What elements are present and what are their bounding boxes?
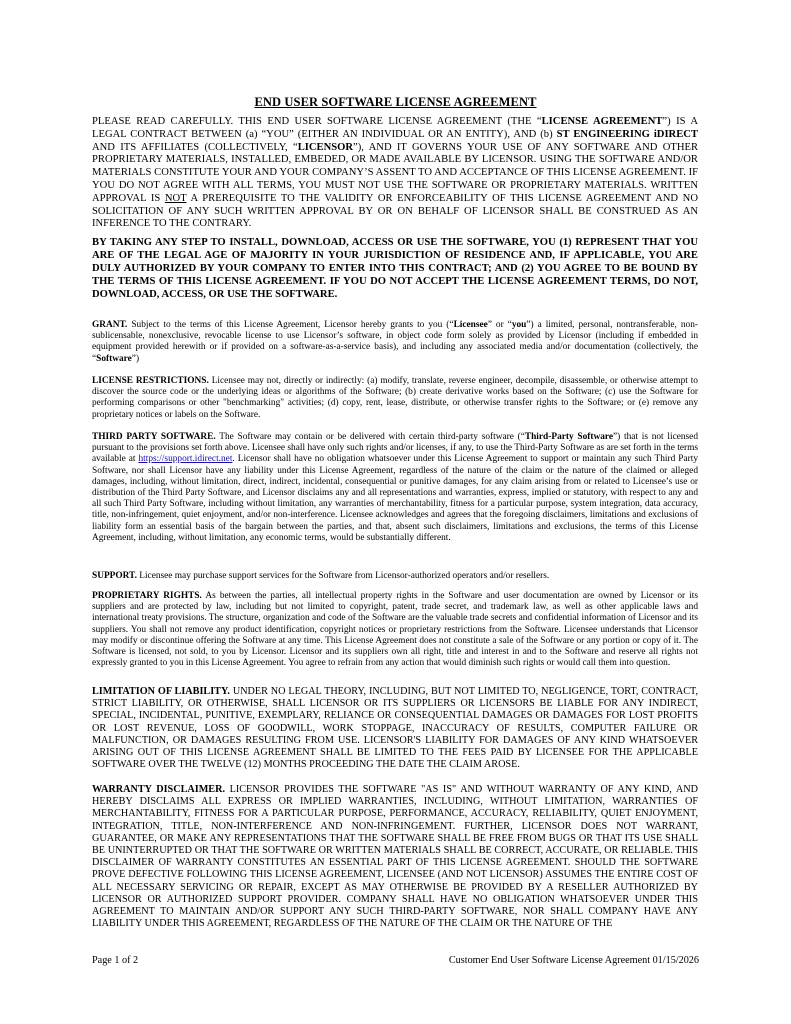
grant-text-4: ”)	[131, 353, 140, 364]
support-section	[92, 571, 698, 582]
proprietary-rights-section	[92, 591, 698, 669]
support-text: Licensee may purchase support services for the Software from Licensor-authorized operators and/or resellers.	[136, 571, 550, 581]
intro-text-5: A PREREQUISITE TO THE VALIDITY OR ENFORCEABILITY OF THIS LICENSE AGREEMENT AND NO SOLICITATION OF ANY SUCH WRITTEN APPROVAL BY OR ON BEHALF OF LICENSOR SHALL BE CONSTRUED AS AN INFERENCE TO THE CONTRARY.	[92, 192, 698, 230]
restrictions-heading: LICENSE RESTRICTIONS.	[92, 376, 209, 386]
grant-heading: GRANT.	[92, 320, 128, 330]
intro-text-3: AND ITS AFFILIATES (COLLECTIVELY, “	[92, 141, 298, 153]
grant-section	[92, 320, 698, 365]
company-name: ST ENGINEERING iDIRECT	[556, 128, 698, 140]
limitation-of-liability-section	[92, 686, 698, 771]
page-number: Page 1 of 2	[92, 955, 139, 966]
license-agreement-term: LICENSE AGREEMENT	[541, 116, 663, 127]
footer-document-name: Customer End User Software License Agreement 01/15/2026	[448, 955, 699, 966]
grant-text-1: Subject to the terms of this License Agreement, Licensor hereby grants to you (“	[127, 320, 454, 330]
document-title: END USER SOFTWARE LICENSE AGREEMENT	[254, 95, 537, 109]
not-emphasis: NOT	[164, 192, 187, 204]
third-party-text-1: The Software may contain or be delivered with certain third-party software (“	[215, 432, 525, 442]
support-heading: SUPPORT.	[92, 571, 137, 581]
proprietary-text: As between the parties, all intellectual property rights in the Software and user documentation are owned by Licensor or its suppliers and are protected by law, including but not limited to copyright, patent, trade secret, and trademark law, as well as other applicable laws and international treaty provisions. The structure, organization and code of the Software are the valuable trade secrets and confidential information of Licensor and its suppliers. You shall not remove any product identification, copyright notices or proprietary restrictions from the Software. Licensee understands that Licensor may modify or discontinue offering the Software at any time. This License Agreement does not constitute a sale of the Software or any portion or copy of it. The Software is licensed, not sold, to you by Licensor. Licensor and its suppliers own all right, title and interest in and to the Software and reserve all rights not expressly granted to you in this License Agreement. You agree to refrain from any action that would diminish such rights or would call them into question.	[92, 591, 698, 669]
third-party-text-2: ”) that is not licensed pursuant to the provisions set forth above. Licensee shall have only such rights and/or licenses, if any, to use the Third-Party Software as are set forth in the terms available at	[92, 432, 698, 465]
grant-text-2: ” or “	[487, 320, 512, 330]
liability-heading: LIMITATION OF LIABILITY.	[92, 686, 230, 697]
grant-text-3: ”) a limited, personal, nontransferable, non-sublicensable, nonexclusive, revocable license to use Licensor’s software, in object code form solely as provided by Licensor (including if embedded in equipment provided herewith or if provided on a software-as-a-service basis), and including any associated media and/or documentation (collectively, the “	[92, 320, 698, 364]
you-term: you	[511, 320, 527, 330]
intro-text-1: PLEASE READ CAREFULLY. THIS END USER SOFTWARE LICENSE AGREEMENT (THE “	[92, 116, 542, 127]
third-party-term: Third-Party Software	[524, 432, 614, 442]
intro-text-2: ”) IS A LEGAL CONTRACT BETWEEN (a) “YOU” (EITHER AN INDIVIDUAL OR AN ENTITY), AND (b)	[92, 116, 698, 140]
intro-paragraph	[92, 116, 698, 231]
third-party-section	[92, 432, 698, 544]
warranty-text: LICENSOR PROVIDES THE SOFTWARE "AS IS" AND WITHOUT WARRANTY OF ANY KIND, AND HEREBY DISCLAIMS ALL EXPRESS OR IMPLIED WARRANTIES, INCLUDING, WITHOUT LIMITATION, WARRANTIES OF MERCHANTABILITY, FITNESS FOR A PARTICULAR PURPOSE, PERFORMANCE, ACCURACY, RELIABILITY, QUIET ENJOYMENT, INTEGRATION, TITLE, NON-INTERFERENCE AND NON-INFRINGEMENT. FURTHER, LICENSOR DOES NOT WARRANT, GUARANTEE, OR MAKE ANY REPRESENTATIONS THAT THE SOFTWARE SHALL BE FREE FROM BUGS OR THAT ITS USE SHALL BE UNINTERRUPTED OR THAT THE SOFTWARE OR WRITTEN MATERIALS SHALL BE CORRECT, ACCURATE, OR RELIABLE. THIS DISCLAIMER OF WARRANTY CONSTITUTES AN ESSENTIAL PART OF THIS LICENSE AGREEMENT. SHOULD THE SOFTWARE PROVE DEFECTIVE FOLLOWING THIS LICENSE AGREEMENT, LICENSEE (AND NOT LICENSOR) ASSUMES THE ENTIRE COST OF ALL NECESSARY SERVICING OR REPAIR, EXCEPT AS MAY OTHERWISE BE PROVIDED BY A RESELLER AUTHORIZED BY LICENSOR OR AUTHORIZED SUPPORT PROVIDER. COMPANY SHALL HAVE NO OBLIGATION WHATSOEVER UNDER THIS AGREEMENT TO MAINTAIN AND/OR SUPPORT ANY SUCH THIRD-PARTY SOFTWARE, NOR SHALL COMPANY HAVE ANY LIABILITY UNDER THIS AGREEMENT, REGARDLESS OF THE NATURE OF THE CLAIM OR THE NATURE OF THE	[92, 784, 698, 930]
warranty-heading: WARRANTY DISCLAIMER.	[92, 784, 226, 795]
proprietary-heading: PROPRIETARY RIGHTS.	[92, 591, 202, 601]
third-party-text-3: . Licensor shall have no obligation whatsoever under this License Agreement to support or maintain any such Third Party Software, nor shall Licensor have any liability under this License Agreement, regardless of the nature of the claim or the nature of the claimed or alleged damages, including, without limitation, direct, indirect, incidental, consequential or punitive damages, for any claim arising from or related to Licensee’s use or distribution of the Third Party Software, and Licensor disclaims any and all representations and warranties, express, implied or statutory, with respect to any and all such Third Party Software, including without limitation, any warranties of merchantability, fitness for a particular purpose, system integration, data accuracy, title, non-infringement, quiet enjoyment, and/or non-interference. Licensee acknowledges and agrees that the foregoing disclaimers, limitations and exclusions of liability form an essential basis of the bargain between the parties, and that, absent such disclaimers, limitations and exclusions, the terms of this License Agreement, including, without limitation, any economic terms, would be substantially different.	[92, 454, 699, 543]
restrictions-text: Licensee may not, directly or indirectly: (a) modify, translate, reverse engineer, decompile, disassemble, or otherwise attempt to discover the source code or the underlying ideas or algorithms of the Software; (b) create derivative works based on the Software; (c) use the Software for performing comparisons or other "benchmarking" activities; (d) copy, rent, lease, distribute, or otherwise transfer rights to the Software; or (e) remove any proprietary notices or labels on the Software.	[92, 376, 698, 420]
acceptance-warning: BY TAKING ANY STEP TO INSTALL, DOWNLOAD, ACCESS OR USE THE SOFTWARE, YOU (1) REPRESENT THAT YOU ARE OF THE LEGAL AGE OF MAJORITY IN YOUR JURISDICTION OF RESIDENCE AND, IF APPLICABLE, YOU ARE DULY AUTHORIZED BY YOUR COMPANY TO ENTER INTO THIS CONTRACT; AND (2) YOU AGREE TO BE BOUND BY THE TERMS OF THIS LICENSE AGREEMENT. IF YOU DO NOT ACCEPT THE LICENSE AGREEMENT TERMS, DO NOT, DOWNLOAD, ACCESS, OR USE THE SOFTWARE.	[92, 237, 698, 300]
liability-text: UNDER NO LEGAL THEORY, INCLUDING, BUT NOT LIMITED TO, NEGLIGENCE, TORT, CONTRACT, STRICT LIABILITY, OR OTHERWISE, SHALL LICENSOR OR ITS SUPPLIERS OR LICENSORS BE LIABLE FOR ANY INDIRECT, SPECIAL, INCIDENTAL, PUNITIVE, EXEMPLARY, RELIANCE OR CONSEQUENTIAL DAMAGES OR DAMAGES FOR LOST PROFITS OR LOST REVENUE, LOSS OF GOODWILL, WORK STOPPAGE, INACCURACY OF RESULTS, COMPUTER FAILURE OR MALFUNCTION, OR DAMAGES RESULTING FROM USE. LICENSOR'S LIABILITY FOR DAMAGES OF ANY KIND WHATSOEVER ARISING OUT OF THIS LICENSE AGREEMENT SHALL BE LIMITED TO THE FEES PAID BY LICENSEE FOR THE APPLICABLE SOFTWARE OVER THE TWELVE (12) MONTHS PROCEEDING THE DATE THE CLAIM AROSE.	[92, 686, 698, 771]
third-party-heading: THIRD PARTY SOFTWARE.	[92, 432, 216, 442]
licensee-term: Licensee	[453, 320, 488, 330]
intro-text-4: ”), AND IT GOVERNS YOUR USE OF ANY SOFTWARE AND OTHER PROPRIETARY MATERIALS, INSTALLED, EMBEDED, OR MADE AVAILABLE BY LICENSOR. USING THE SOFTWARE AND/OR MATERIALS CONSTITUTE YOUR AND YOUR COMPANY’S ASSENT TO AND ACCEPTANCE OF THIS LICENSE AGREEMENT. IF YOU DO NOT AGREE WITH ALL TERMS, YOU MUST NOT USE THE SOFTWARE OR PROPRIETARY MATERIALS. WRITTEN APPROVAL IS	[92, 141, 699, 204]
warranty-disclaimer-section	[92, 784, 698, 930]
support-link[interactable]: https://support.idirect.net	[138, 454, 233, 465]
licensor-term: LICENSOR	[297, 141, 354, 153]
software-term: Software	[96, 353, 132, 364]
license-restrictions-section	[92, 376, 698, 421]
